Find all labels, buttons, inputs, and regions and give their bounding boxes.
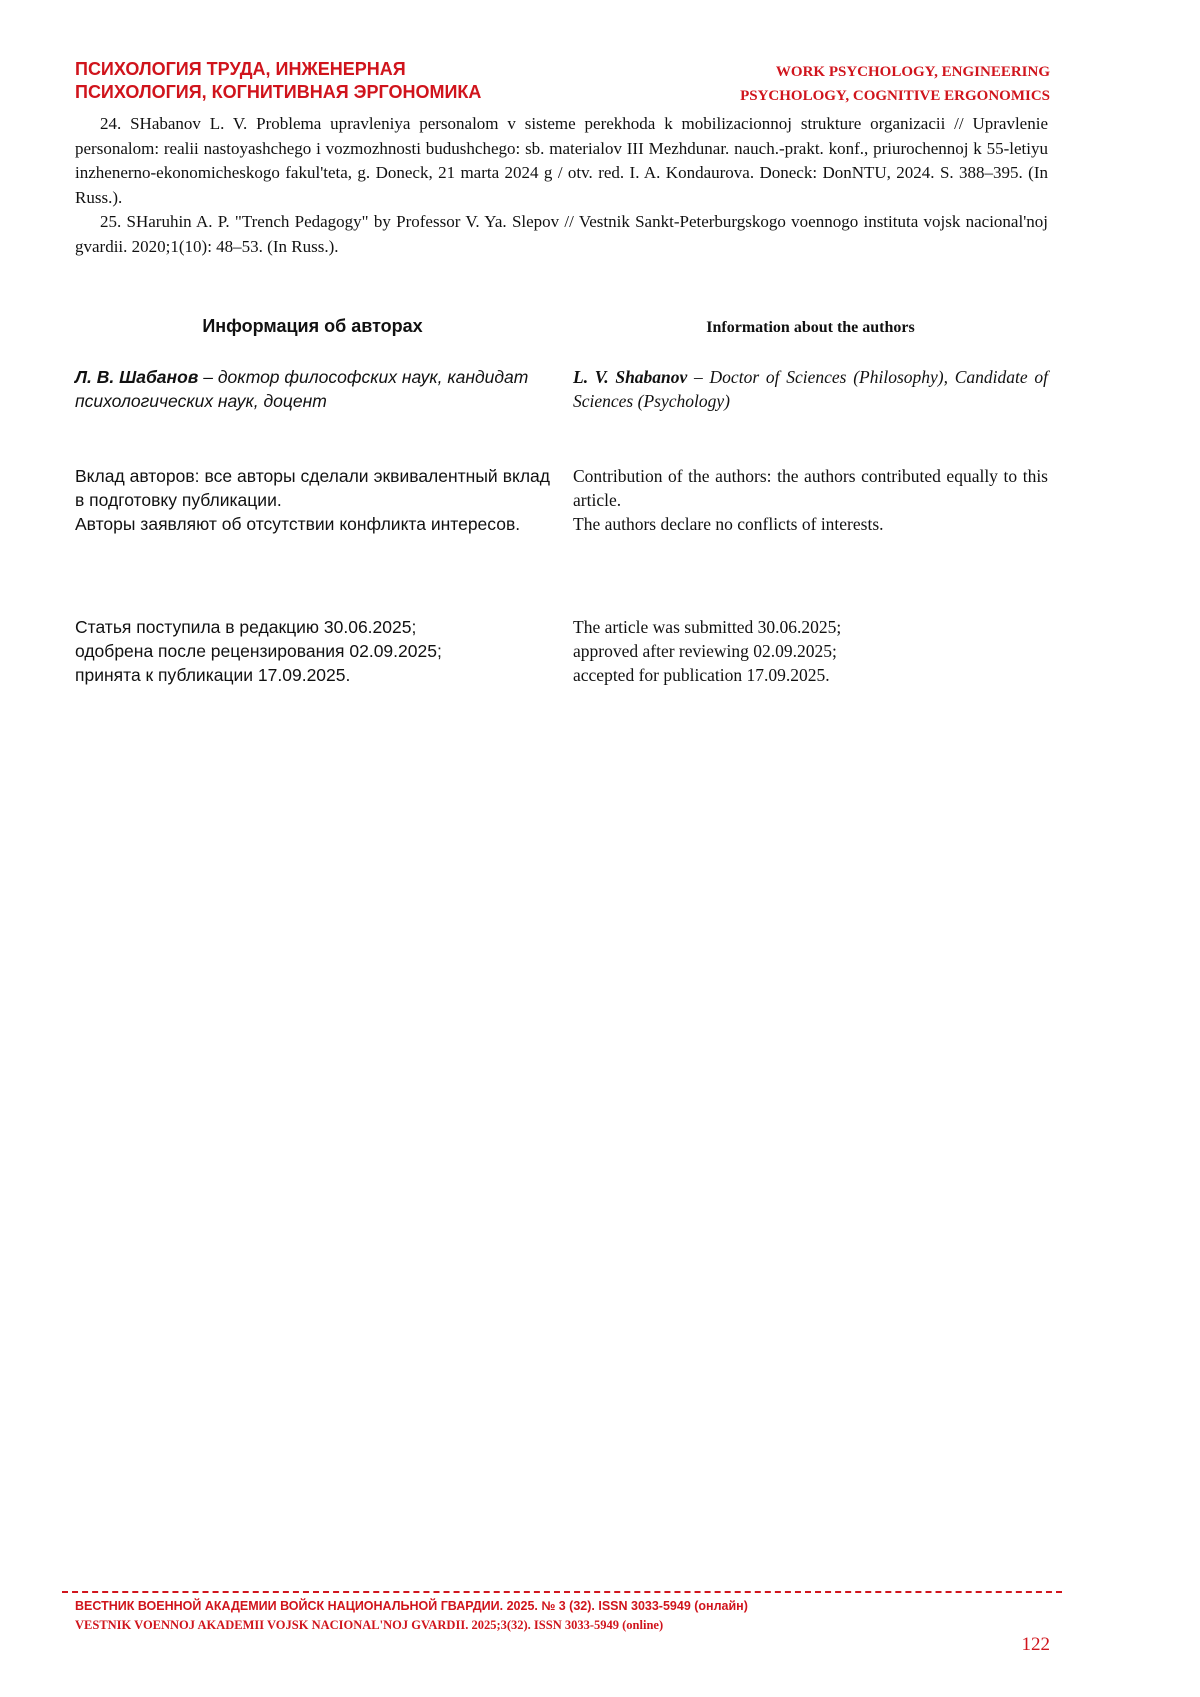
dates-en <box>573 615 1048 687</box>
contribution-en <box>573 464 1048 536</box>
author-entry-ru <box>75 365 550 413</box>
date-approved-ru: одобрена после рецензирования 02.09.2025; <box>75 641 442 661</box>
dates-ru <box>75 615 550 687</box>
date-submitted-en: The article was submitted 30.06.2025; <box>573 617 842 637</box>
authors-info-title-en: Information about the authors <box>706 319 915 336</box>
date-approved-en: approved after reviewing 02.09.2025; <box>573 641 837 661</box>
reference-24: 24. SHabanov L. V. Problema upravleniya personalom v sisteme perekhoda k mobilizacionnoj strukture organizacii // Upravlenie personalom: realii nastoyashchego i vozmozhnosti budushchego: sb. materialov III Mezhdunar. nauch.-prakt. konf., priurochennoj k 55-letiyu inzhenerno-ekonomicheskogo fakul'teta, g. Doneck, 21 marta 2024 g / otv. red. I. A. Kondaurova. Doneck: DonNTU, 2024. S. 388–395. (In Russ.). <box>75 114 1048 207</box>
authors-info-title-ru: Информация об авторах <box>202 316 423 336</box>
footer-journal-ru: ВЕСТНИК ВОЕННОЙ АКАДЕМИИ ВОЙСК НАЦИОНАЛЬНОЙ ГВАРДИИ. 2025. № 3 (32). ISSN 3033-5949 (онлайн) <box>75 1599 748 1613</box>
contribution-ru <box>75 464 550 536</box>
author-desc-en: – Doctor of Sciences (Philosophy), Candidate of Sciences (Psychology) <box>573 367 1048 411</box>
author-entry-en <box>573 365 1048 413</box>
footer-journal-en: VESTNIK VOENNOJ AKADEMII VOJSK NACIONAL'NOJ GVARDII. 2025;3(32). ISSN 3033-5949 (online) <box>75 1618 664 1632</box>
conflict-en-statement: The authors declare no conflicts of interests. <box>573 514 884 534</box>
author-desc-ru: – доктор философских наук, кандидат психологических наук, доцент <box>75 367 529 411</box>
author-name-en: L. V. Shabanov <box>573 367 688 387</box>
header-ru-line-1: ПСИХОЛОГИЯ ТРУДА, ИНЖЕНЕРНАЯ <box>75 59 406 79</box>
contribution-en-statement: Contribution of the authors: the authors contributed equally to this article. <box>573 466 1048 510</box>
contribution-ru-statement: Вклад авторов: все авторы сделали эквивалентный вклад в подготовку публикации. <box>75 466 550 510</box>
header-en-line-1: WORK PSYCHOLOGY, ENGINEERING <box>775 64 1050 80</box>
journal-section-header-ru <box>75 58 595 104</box>
journal-section-header-en <box>530 60 1050 108</box>
page-number: 122 <box>1021 1634 1050 1655</box>
date-submitted-ru: Статья поступила в редакцию 30.06.2025; <box>75 617 417 637</box>
date-accepted-en: accepted for publication 17.09.2025. <box>573 665 830 685</box>
header-ru-line-2: ПСИХОЛОГИЯ, КОГНИТИВНАЯ ЭРГОНОМИКА <box>75 82 482 102</box>
author-name-ru: Л. В. Шабанов <box>75 367 199 387</box>
date-accepted-ru: принята к публикации 17.09.2025. <box>75 665 351 685</box>
reference-list <box>75 112 1048 259</box>
footer-divider <box>62 1591 1062 1593</box>
conflict-ru-statement: Авторы заявляют об отсутствии конфликта интересов. <box>75 514 521 534</box>
reference-25: 25. SHaruhin A. P. "Trench Pedagogy" by Professor V. Ya. Slepov // Vestnik Sankt-Peterburgskogo voennogo instituta vojsk nacional'noj gvardii. 2020;1(10): 48–53. (In Russ.). <box>75 212 1048 256</box>
header-en-line-2: PSYCHOLOGY, COGNITIVE ERGONOMICS <box>740 88 1050 104</box>
